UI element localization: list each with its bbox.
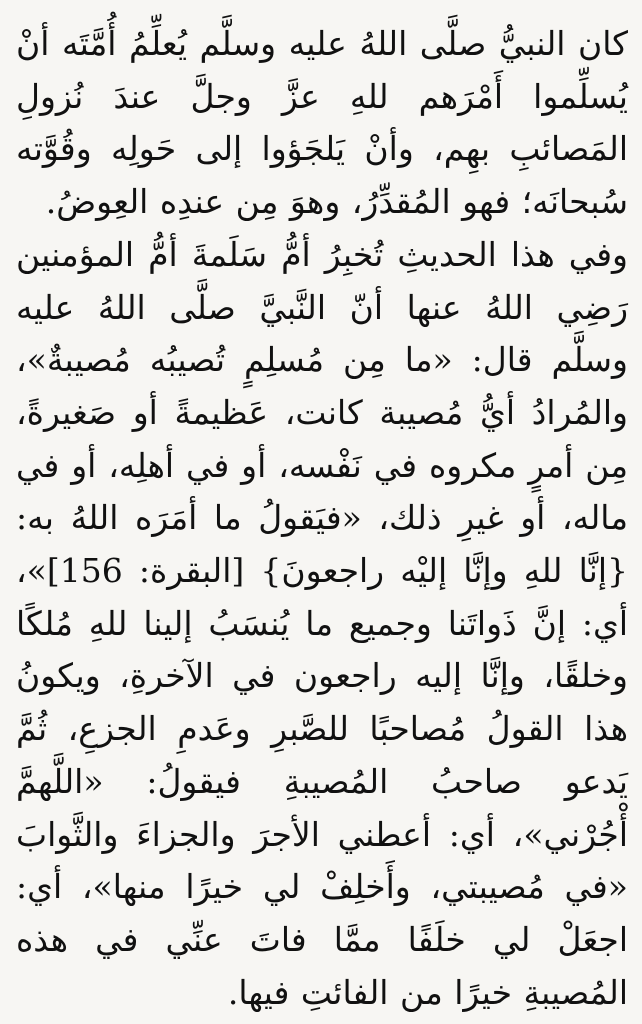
paragraph-hadith-explanation: وفي هذا الحديثِ تُخبِرُ أمُّ سَلَمةَ أمُّ المؤمنين رَضِي اللهُ عنها أنّ النَّبيَّ صلَّى اللهُ عليه وسلَّم قال: «ما مِن مُسلِمٍ تُصيبُه مُصيبةٌ»، والمُرادُ أيُّ مُصيبة كانت، عَظيمةً أو صَغيرةً، مِن أمرٍ مكروه في نَفْسه، أو في أهلِه، أو في ماله، أو غيرِ ذلك، «فيَقولُ ما أمَرَه اللهُ به: {إنَّا للهِ وإنَّا إليْه راجعونَ} [البقرة: 156]»، أي: إنَّ ذَواتَنا وجميع ما يُنسَبُ إلينا للهِ مُلكًا وخلقًا، وإنَّا إليه راجعون في الآخرةِ، ويكونُ هذا القولُ مُصاحبًا للصَّبرِ وعَدمِ الجزعِ، ثُمَّ يَدعو صاحبُ المُصيبةِ فيقولُ: «اللَّهمَّ أْجُرْني»، أي: أعطني الأجرَ والجزاءَ والثَّوابَ «في مُصيبتي، وأَخلِفْ لي خيرًا منها»، أي: اجعَلْ لي خلَفًا ممَّا فاتَ عنِّي في هذه المُصيبةِ خيرًا من الفائتِ فيها.: [16, 234, 628, 1012]
paragraph-intro: كان النبيُّ صلَّى اللهُ عليه وسلَّم يُعلِّمُ أُمَّتَه أنْ يُسلِّموا أَمْرَهم للهِ عزَّ وجلَّ عندَ نُزولِ المَصائبِ بهِم، وأنْ يَلجَؤوا إلى حَولِه وقُوَّته سُبحانَه؛ فهو المُقدِّرُ، وهوَ مِن عندِه العِوضُ.: [16, 24, 628, 222]
